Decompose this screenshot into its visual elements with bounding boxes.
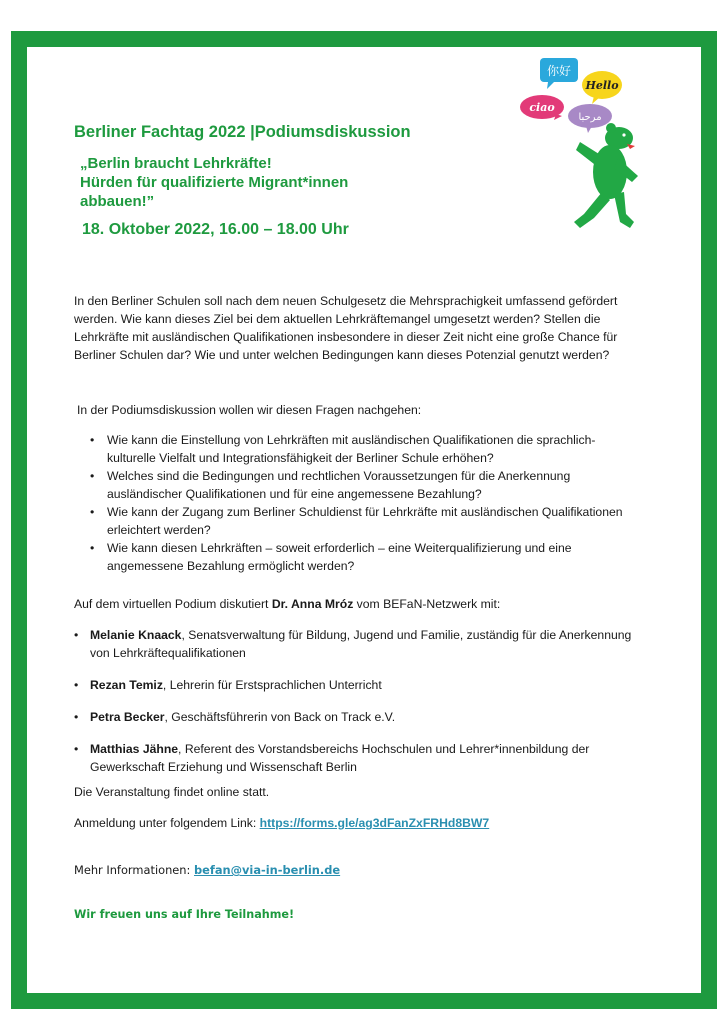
berlin-bear-icon bbox=[514, 54, 644, 244]
event-quote bbox=[80, 154, 348, 211]
closing-text: Wir freuen uns auf Ihre Teilnahme! bbox=[74, 908, 295, 921]
panelist-name: Rezan Temiz bbox=[90, 678, 163, 692]
event-date: 18. Oktober 2022, 16.00 – 18.00 Uhr bbox=[82, 221, 349, 238]
list-item: • Welches sind die Bedingungen und rechtlichen Voraussetzungen für die Anerkennung ausländischer Qualifikationen und für eine angemessene Bezahlung? bbox=[90, 467, 630, 503]
registration-line bbox=[74, 814, 644, 832]
panelist-item bbox=[74, 626, 634, 662]
panel-intro-before: Auf dem virtuellen Podium diskutiert bbox=[74, 597, 272, 611]
bubble-nihao bbox=[540, 58, 578, 89]
panelist-role: , Lehrerin für Erstsprachlichen Unterricht bbox=[162, 678, 382, 692]
list-item: • Wie kann diesen Lehrkräften – soweit erforderlich – eine Weiterqualifizierung und eine angemessene Bezahlung ermöglicht werden? bbox=[90, 539, 630, 575]
panelist-role: , Senatsverwaltung für Bildung, Jugend und Familie, zuständig für die Anerkennung von Lehrkräftequalifikationen bbox=[90, 628, 632, 660]
bubble-text: Hello bbox=[585, 79, 619, 92]
panelist-item bbox=[74, 676, 634, 694]
bear-eye bbox=[622, 133, 625, 136]
bubble-text: 你好 bbox=[546, 64, 572, 78]
list-item: • Wie kann die Einstellung von Lehrkräften mit ausländischen Qualifikationen die sprachlich-kulturelle Vielfalt und Integrationsfähigkeit der Berliner Schule erhöhen? bbox=[90, 431, 630, 467]
panelist-name: Melanie Knaack bbox=[90, 628, 182, 642]
more-info-line bbox=[74, 863, 340, 877]
contact-email-link[interactable]: befan@via-in-berlin.de bbox=[193, 863, 341, 877]
more-info-label: Mehr Informationen: bbox=[74, 863, 194, 877]
registration-label: Anmeldung unter folgendem Link: bbox=[74, 816, 260, 830]
intro-paragraph: In den Berliner Schulen soll nach dem neuen Schulgesetz die Mehrsprachigkeit umfassend gefördert werden. Wie kann dieses Ziel bei dem aktuellen Lehrkräftemangel umgesetzt werden? Stellen die Lehrkräfte mit ausländischen Qualifikationen insbesondere in dieser Zeit nicht eine große Chance für Berliner Schulen dar? Wie und unter welchen Bedingungen kann dieses Potenzial genutzt werden? bbox=[74, 294, 618, 362]
panelist-item bbox=[74, 708, 634, 726]
panelist-role: , Geschäftsführerin von Back on Track e.V. bbox=[164, 710, 396, 724]
registration-link[interactable]: https://forms.gle/ag3dFanZxFRHd8BW7 bbox=[259, 816, 490, 830]
bubble-hello bbox=[582, 71, 622, 104]
bear-body bbox=[574, 123, 638, 228]
panelist-name: Petra Becker bbox=[90, 710, 165, 724]
questions-intro: In der Podiumsdiskussion wollen wir diesen Fragen nachgehen: bbox=[77, 403, 422, 417]
quote-line: abbauen!” bbox=[80, 193, 155, 210]
panelist-item bbox=[74, 740, 634, 776]
list-item: • Wie kann der Zugang zum Berliner Schuldienst für Lehrkräfte mit ausländischen Qualifikationen erleichtert werden? bbox=[90, 503, 630, 539]
bubble-text: ciao bbox=[529, 101, 555, 114]
online-note: Die Veranstaltung findet online statt. bbox=[74, 785, 270, 799]
panel-intro bbox=[74, 595, 644, 613]
bubble-text: مرحبا bbox=[578, 112, 602, 123]
quote-line: Hürden für qualifizierte Migrant*innen bbox=[80, 174, 349, 191]
panel-intro-after: vom BEFaN-Netzwerk mit: bbox=[353, 597, 501, 611]
questions-list bbox=[90, 431, 630, 575]
quote-line: „Berlin braucht Lehrkräfte! bbox=[80, 155, 272, 172]
page-title: Berliner Fachtag 2022 |Podiumsdiskussion bbox=[74, 123, 411, 141]
bubble-marhaba bbox=[568, 104, 612, 133]
bubble-ciao bbox=[520, 95, 564, 120]
panelist-role: , Referent des Vorstandsbereichs Hochschulen und Lehrer*innenbildung der Gewerkschaft Erziehung und Wissenschaft Berlin bbox=[90, 742, 590, 774]
moderator-name: Dr. Anna Mróz bbox=[271, 597, 354, 611]
panelists-list bbox=[74, 626, 634, 776]
panelist-name: Matthias Jähne bbox=[90, 742, 179, 756]
bear-tongue bbox=[627, 144, 635, 149]
